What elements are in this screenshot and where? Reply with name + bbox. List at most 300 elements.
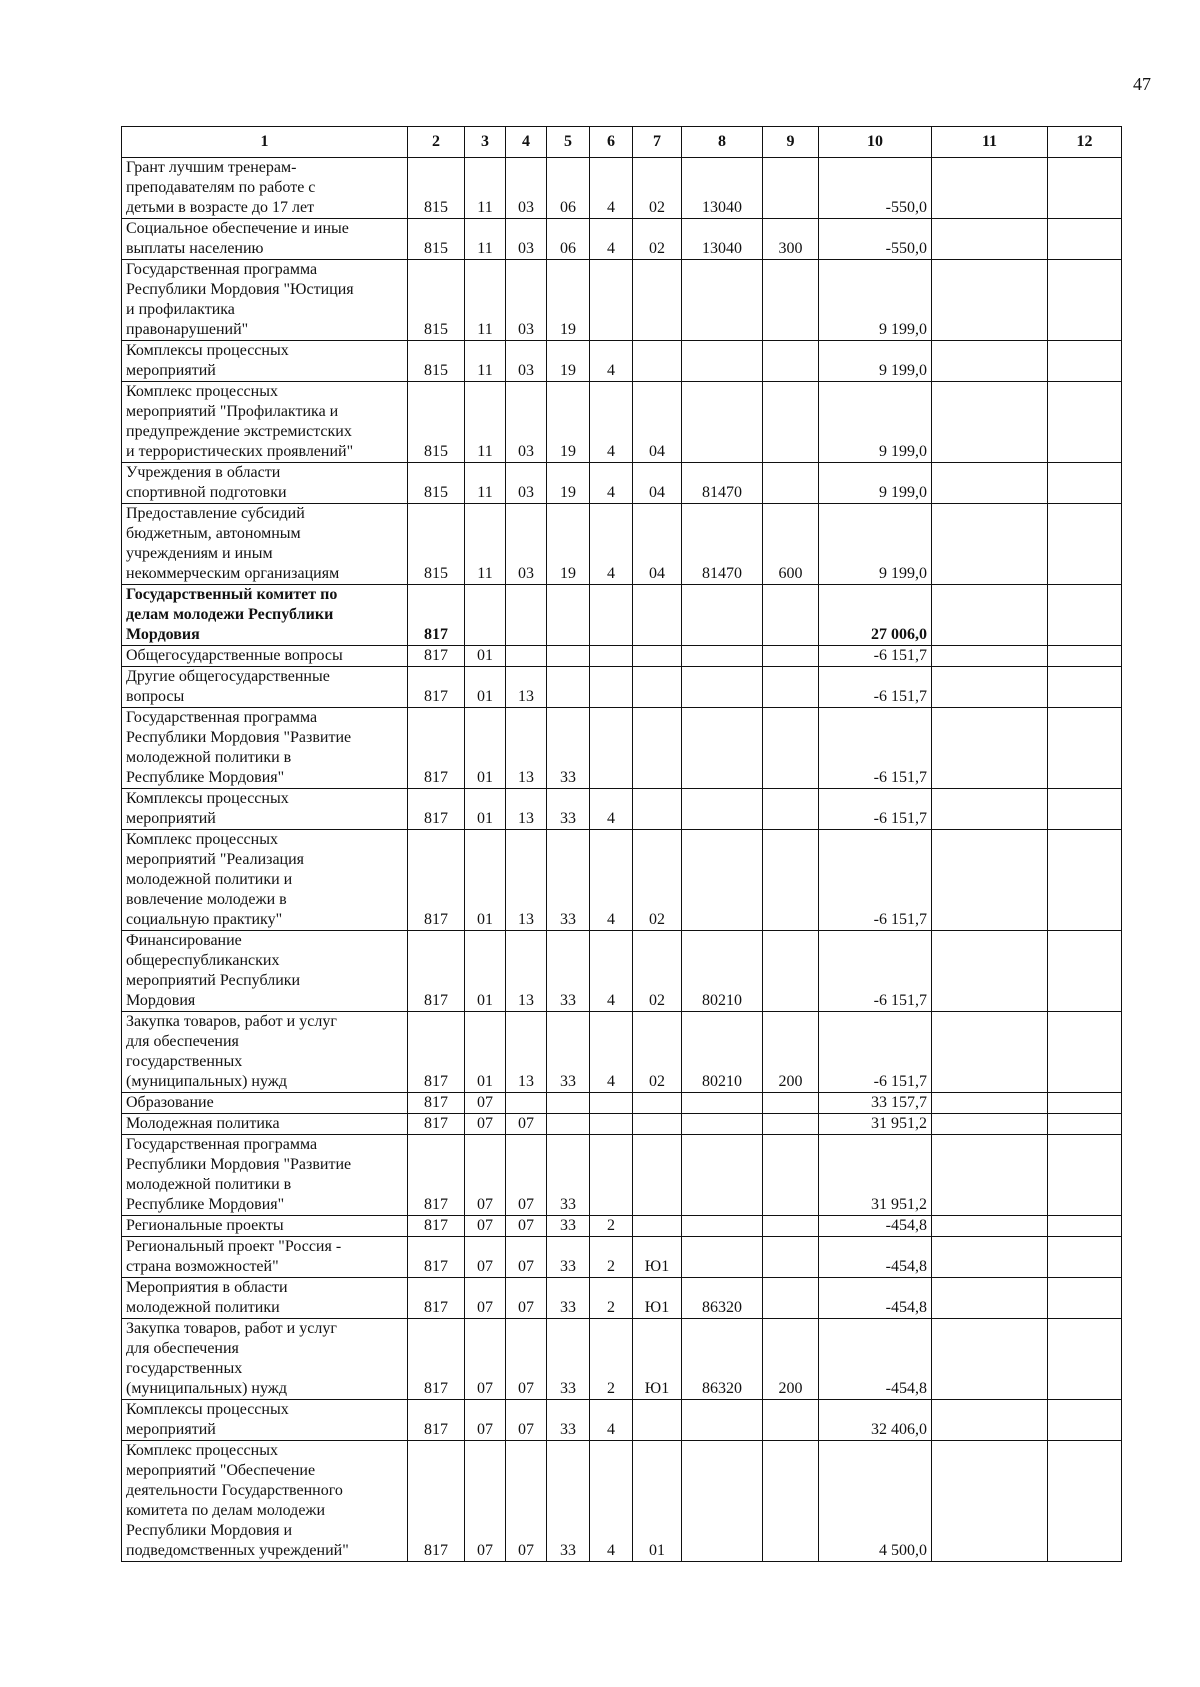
code-cell — [682, 1216, 763, 1237]
code-cell: 815 — [408, 260, 465, 341]
amount-cell — [932, 1135, 1048, 1216]
amount-cell — [1048, 1441, 1122, 1562]
amount-cell: -454,8 — [819, 1278, 932, 1319]
code-cell: 01 — [465, 789, 506, 830]
table-row — [122, 260, 1122, 341]
amount-cell — [932, 646, 1048, 667]
amount-cell — [1048, 463, 1122, 504]
code-cell: 4 — [590, 830, 633, 931]
code-cell: 2 — [590, 1278, 633, 1319]
row-name-cell: Образование — [122, 1093, 408, 1114]
code-cell — [763, 789, 819, 830]
code-cell: 07 — [506, 1441, 547, 1562]
code-cell: 04 — [633, 504, 682, 585]
code-cell — [763, 1093, 819, 1114]
code-cell: 817 — [408, 1135, 465, 1216]
code-cell: 03 — [506, 219, 547, 260]
row-name-cell: Финансирование общереспубликанских мероприятий Республики Мордовия — [122, 931, 408, 1012]
code-cell — [633, 341, 682, 382]
code-cell — [547, 1093, 590, 1114]
code-cell — [763, 708, 819, 789]
code-cell — [763, 646, 819, 667]
code-cell — [682, 1135, 763, 1216]
code-cell: 03 — [506, 260, 547, 341]
row-name-cell: Региональный проект "Россия - страна возможностей" — [122, 1237, 408, 1278]
row-name-cell: Предоставление субсидий бюджетным, автономным учреждениям и иным некоммерческим организациям — [122, 504, 408, 585]
code-cell: 07 — [506, 1400, 547, 1441]
code-cell: 11 — [465, 260, 506, 341]
amount-cell — [1048, 1135, 1122, 1216]
amount-cell — [1048, 708, 1122, 789]
code-cell — [682, 789, 763, 830]
amount-cell: -6 151,7 — [819, 789, 932, 830]
row-name-cell: Закупка товаров, работ и услуг для обеспечения государственных (муниципальных) нужд — [122, 1012, 408, 1093]
amount-cell: -454,8 — [819, 1237, 932, 1278]
code-cell: 03 — [506, 463, 547, 504]
code-cell — [763, 1135, 819, 1216]
table-row — [122, 931, 1122, 1012]
code-cell — [633, 646, 682, 667]
table-row — [122, 1400, 1122, 1441]
amount-cell — [932, 219, 1048, 260]
amount-cell — [932, 789, 1048, 830]
code-cell: 4 — [590, 382, 633, 463]
amount-cell: -6 151,7 — [819, 1012, 932, 1093]
amount-cell: 9 199,0 — [819, 504, 932, 585]
code-cell — [763, 1237, 819, 1278]
amount-cell — [932, 708, 1048, 789]
code-cell — [682, 341, 763, 382]
code-cell — [682, 646, 763, 667]
code-cell: 02 — [633, 219, 682, 260]
amount-cell — [1048, 1012, 1122, 1093]
code-cell: 817 — [408, 830, 465, 931]
amount-cell — [1048, 667, 1122, 708]
code-cell — [590, 585, 633, 646]
code-cell — [763, 1114, 819, 1135]
amount-cell — [1048, 585, 1122, 646]
code-cell — [682, 1114, 763, 1135]
column-header: 10 — [819, 127, 932, 158]
code-cell — [763, 1400, 819, 1441]
table-row — [122, 219, 1122, 260]
code-cell: 815 — [408, 341, 465, 382]
code-cell: 817 — [408, 789, 465, 830]
table-row — [122, 504, 1122, 585]
column-header: 7 — [633, 127, 682, 158]
code-cell: 07 — [465, 1237, 506, 1278]
amount-cell — [932, 382, 1048, 463]
code-cell: 4 — [590, 931, 633, 1012]
code-cell — [682, 260, 763, 341]
code-cell: 19 — [547, 504, 590, 585]
table-row — [122, 1114, 1122, 1135]
code-cell: 07 — [506, 1216, 547, 1237]
code-cell: 4 — [590, 341, 633, 382]
code-cell: 200 — [763, 1012, 819, 1093]
code-cell — [590, 1093, 633, 1114]
code-cell — [682, 1441, 763, 1562]
code-cell — [763, 1441, 819, 1562]
table-row — [122, 341, 1122, 382]
amount-cell — [932, 260, 1048, 341]
table-row — [122, 1319, 1122, 1400]
code-cell: 07 — [465, 1093, 506, 1114]
code-cell: 07 — [506, 1135, 547, 1216]
code-cell — [682, 382, 763, 463]
code-cell: 817 — [408, 1093, 465, 1114]
amount-cell — [1048, 789, 1122, 830]
code-cell: 4 — [590, 463, 633, 504]
row-name-cell: Закупка товаров, работ и услуг для обеспечения государственных (муниципальных) нужд — [122, 1319, 408, 1400]
amount-cell: 9 199,0 — [819, 463, 932, 504]
code-cell: 01 — [465, 830, 506, 931]
amount-cell — [932, 504, 1048, 585]
code-cell: 33 — [547, 708, 590, 789]
amount-cell: 27 006,0 — [819, 585, 932, 646]
code-cell — [506, 646, 547, 667]
amount-cell — [932, 1093, 1048, 1114]
code-cell: 33 — [547, 1216, 590, 1237]
amount-cell: 4 500,0 — [819, 1441, 932, 1562]
amount-cell — [1048, 504, 1122, 585]
amount-cell — [1048, 646, 1122, 667]
code-cell — [763, 260, 819, 341]
table-row — [122, 382, 1122, 463]
code-cell: 2 — [590, 1216, 633, 1237]
code-cell: 11 — [465, 382, 506, 463]
code-cell: 11 — [465, 219, 506, 260]
code-cell: 815 — [408, 463, 465, 504]
amount-cell — [932, 667, 1048, 708]
code-cell: 07 — [506, 1237, 547, 1278]
code-cell: 07 — [465, 1216, 506, 1237]
table-row — [122, 1278, 1122, 1319]
amount-cell — [1048, 260, 1122, 341]
header-row — [122, 127, 1122, 158]
code-cell: 01 — [465, 708, 506, 789]
code-cell: 11 — [465, 158, 506, 219]
column-header: 12 — [1048, 127, 1122, 158]
code-cell: 4 — [590, 1400, 633, 1441]
code-cell — [547, 585, 590, 646]
code-cell: 86320 — [682, 1319, 763, 1400]
amount-cell: 31 951,2 — [819, 1114, 932, 1135]
column-header: 5 — [547, 127, 590, 158]
code-cell: 02 — [633, 1012, 682, 1093]
code-cell: 200 — [763, 1319, 819, 1400]
row-name-cell: Региональные проекты — [122, 1216, 408, 1237]
code-cell — [682, 667, 763, 708]
table-row — [122, 1237, 1122, 1278]
row-name-cell: Государственная программа Республики Мордовия "Развитие молодежной политики в Республике Мордовия" — [122, 1135, 408, 1216]
code-cell: 01 — [465, 931, 506, 1012]
code-cell: Ю1 — [633, 1319, 682, 1400]
code-cell: 4 — [590, 504, 633, 585]
code-cell: 02 — [633, 931, 682, 1012]
column-header: 4 — [506, 127, 547, 158]
code-cell: 11 — [465, 463, 506, 504]
amount-cell — [1048, 219, 1122, 260]
amount-cell — [932, 585, 1048, 646]
code-cell: 817 — [408, 708, 465, 789]
amount-cell: 33 157,7 — [819, 1093, 932, 1114]
code-cell — [763, 931, 819, 1012]
row-name-cell: Грант лучшим тренерам- преподавателям по работе с детьми в возрасте до 17 лет — [122, 158, 408, 219]
code-cell: 11 — [465, 341, 506, 382]
code-cell — [590, 260, 633, 341]
amount-cell — [932, 1012, 1048, 1093]
code-cell: 817 — [408, 1278, 465, 1319]
code-cell: 817 — [408, 646, 465, 667]
page-number: 47 — [1133, 74, 1151, 94]
code-cell: 817 — [408, 1400, 465, 1441]
row-name-cell: Комплексы процессных мероприятий — [122, 1400, 408, 1441]
amount-cell: -454,8 — [819, 1216, 932, 1237]
code-cell: 01 — [465, 667, 506, 708]
column-header: 9 — [763, 127, 819, 158]
code-cell — [590, 1114, 633, 1135]
code-cell — [590, 667, 633, 708]
amount-cell: 32 406,0 — [819, 1400, 932, 1441]
code-cell: 817 — [408, 585, 465, 646]
code-cell — [633, 1135, 682, 1216]
code-cell — [763, 382, 819, 463]
amount-cell — [932, 1114, 1048, 1135]
code-cell: 817 — [408, 1319, 465, 1400]
amount-cell — [1048, 382, 1122, 463]
code-cell: 19 — [547, 260, 590, 341]
code-cell: 07 — [506, 1278, 547, 1319]
code-cell — [465, 585, 506, 646]
code-cell: 600 — [763, 504, 819, 585]
amount-cell — [1048, 931, 1122, 1012]
amount-cell — [932, 1278, 1048, 1319]
code-cell: 817 — [408, 1114, 465, 1135]
code-cell: 817 — [408, 667, 465, 708]
code-cell: 817 — [408, 1441, 465, 1562]
column-header: 11 — [932, 127, 1048, 158]
row-name-cell: Учреждения в области спортивной подготовки — [122, 463, 408, 504]
amount-cell: -550,0 — [819, 219, 932, 260]
code-cell: 817 — [408, 1237, 465, 1278]
code-cell: 81470 — [682, 463, 763, 504]
amount-cell: 9 199,0 — [819, 341, 932, 382]
code-cell: 13 — [506, 667, 547, 708]
code-cell — [682, 1237, 763, 1278]
code-cell: Ю1 — [633, 1278, 682, 1319]
code-cell: 13040 — [682, 158, 763, 219]
code-cell: 4 — [590, 1012, 633, 1093]
code-cell: 81470 — [682, 504, 763, 585]
row-name-cell: Другие общегосударственные вопросы — [122, 667, 408, 708]
table-row — [122, 1012, 1122, 1093]
amount-cell — [932, 931, 1048, 1012]
amount-cell — [1048, 1319, 1122, 1400]
code-cell — [763, 1216, 819, 1237]
code-cell — [763, 585, 819, 646]
code-cell: 07 — [465, 1441, 506, 1562]
code-cell: 07 — [465, 1114, 506, 1135]
table-row — [122, 667, 1122, 708]
code-cell: 04 — [633, 463, 682, 504]
code-cell — [633, 667, 682, 708]
code-cell: 33 — [547, 1237, 590, 1278]
code-cell — [763, 830, 819, 931]
amount-cell — [1048, 1400, 1122, 1441]
code-cell: 817 — [408, 1012, 465, 1093]
code-cell: 07 — [465, 1135, 506, 1216]
amount-cell — [932, 1216, 1048, 1237]
code-cell: 19 — [547, 463, 590, 504]
table-row — [122, 463, 1122, 504]
table-row — [122, 1216, 1122, 1237]
amount-cell — [932, 1441, 1048, 1562]
code-cell — [547, 1114, 590, 1135]
table-row — [122, 1441, 1122, 1562]
row-name-cell: Социальное обеспечение и иные выплаты населению — [122, 219, 408, 260]
row-name-cell: Комплекс процессных мероприятий "Профилактика и предупреждение экстремистских и террористических проявлений" — [122, 382, 408, 463]
code-cell: 33 — [547, 1012, 590, 1093]
code-cell: 07 — [465, 1319, 506, 1400]
amount-cell — [1048, 1114, 1122, 1135]
code-cell: 04 — [633, 382, 682, 463]
code-cell: 01 — [633, 1441, 682, 1562]
amount-cell: 9 199,0 — [819, 382, 932, 463]
amount-cell — [1048, 1237, 1122, 1278]
table-row — [122, 1093, 1122, 1114]
amount-cell — [932, 830, 1048, 931]
code-cell — [590, 646, 633, 667]
code-cell: 33 — [547, 830, 590, 931]
code-cell: 13 — [506, 830, 547, 931]
column-header: 1 — [122, 127, 408, 158]
amount-cell — [1048, 158, 1122, 219]
code-cell: 03 — [506, 504, 547, 585]
code-cell: 33 — [547, 1441, 590, 1562]
amount-cell — [932, 1400, 1048, 1441]
code-cell — [763, 158, 819, 219]
amount-cell — [1048, 1093, 1122, 1114]
code-cell — [633, 789, 682, 830]
table-body — [122, 158, 1122, 1562]
code-cell: 11 — [465, 504, 506, 585]
row-name-cell: Комплексы процессных мероприятий — [122, 341, 408, 382]
code-cell — [682, 1093, 763, 1114]
code-cell: Ю1 — [633, 1237, 682, 1278]
code-cell: 01 — [465, 646, 506, 667]
row-name-cell: Комплекс процессных мероприятий "Обеспечение деятельности Государственного комитета по делам молодежи Республики Мордовия и подведомственных учреждений" — [122, 1441, 408, 1562]
row-name-cell: Мероприятия в области молодежной политики — [122, 1278, 408, 1319]
code-cell — [633, 708, 682, 789]
amount-cell: -6 151,7 — [819, 646, 932, 667]
code-cell: 01 — [465, 1012, 506, 1093]
code-cell: 4 — [590, 158, 633, 219]
amount-cell — [932, 1237, 1048, 1278]
code-cell: 19 — [547, 382, 590, 463]
code-cell — [682, 1400, 763, 1441]
column-header: 8 — [682, 127, 763, 158]
amount-cell — [932, 341, 1048, 382]
code-cell — [547, 646, 590, 667]
table-row — [122, 158, 1122, 219]
amount-cell — [932, 158, 1048, 219]
code-cell: 33 — [547, 789, 590, 830]
code-cell — [763, 667, 819, 708]
amount-cell: -6 151,7 — [819, 667, 932, 708]
row-name-cell: Молодежная политика — [122, 1114, 408, 1135]
amount-cell: -6 151,7 — [819, 931, 932, 1012]
row-name-cell: Общегосударственные вопросы — [122, 646, 408, 667]
code-cell: 06 — [547, 158, 590, 219]
row-name-cell: Государственная программа Республики Мордовия "Юстиция и профилактика правонарушений" — [122, 260, 408, 341]
code-cell: 815 — [408, 382, 465, 463]
code-cell — [682, 830, 763, 931]
code-cell: 02 — [633, 830, 682, 931]
row-name-cell: Комплекс процессных мероприятий "Реализация молодежной политики и вовлечение молодежи в социальную практику" — [122, 830, 408, 931]
code-cell: 33 — [547, 1319, 590, 1400]
amount-cell — [1048, 341, 1122, 382]
amount-cell: -6 151,7 — [819, 830, 932, 931]
code-cell: 13 — [506, 931, 547, 1012]
code-cell: 86320 — [682, 1278, 763, 1319]
code-cell — [633, 1216, 682, 1237]
code-cell: 2 — [590, 1237, 633, 1278]
code-cell: 33 — [547, 1278, 590, 1319]
amount-cell: 31 951,2 — [819, 1135, 932, 1216]
code-cell — [590, 1135, 633, 1216]
code-cell — [633, 1114, 682, 1135]
amount-cell — [1048, 1216, 1122, 1237]
table-row — [122, 789, 1122, 830]
code-cell: 13 — [506, 708, 547, 789]
code-cell — [547, 667, 590, 708]
code-cell: 817 — [408, 931, 465, 1012]
row-name-cell: Государственный комитет по делам молодежи Республики Мордовия — [122, 585, 408, 646]
code-cell: 19 — [547, 341, 590, 382]
amount-cell — [1048, 830, 1122, 931]
code-cell: 4 — [590, 219, 633, 260]
amount-cell: 9 199,0 — [819, 260, 932, 341]
code-cell: 4 — [590, 1441, 633, 1562]
code-cell — [763, 1278, 819, 1319]
code-cell: 03 — [506, 158, 547, 219]
table-row — [122, 585, 1122, 646]
code-cell — [506, 585, 547, 646]
amount-cell: -550,0 — [819, 158, 932, 219]
amount-cell: -454,8 — [819, 1319, 932, 1400]
code-cell: 33 — [547, 1135, 590, 1216]
table-row — [122, 646, 1122, 667]
amount-cell — [1048, 1278, 1122, 1319]
table-row — [122, 830, 1122, 931]
code-cell: 2 — [590, 1319, 633, 1400]
code-cell: 4 — [590, 789, 633, 830]
code-cell — [506, 1093, 547, 1114]
code-cell: 13 — [506, 789, 547, 830]
amount-cell — [932, 1319, 1048, 1400]
code-cell — [763, 341, 819, 382]
code-cell — [633, 260, 682, 341]
code-cell: 07 — [506, 1319, 547, 1400]
code-cell — [633, 585, 682, 646]
code-cell — [633, 1093, 682, 1114]
table-row — [122, 1135, 1122, 1216]
code-cell: 815 — [408, 158, 465, 219]
code-cell — [590, 708, 633, 789]
code-cell — [682, 708, 763, 789]
amount-cell — [932, 463, 1048, 504]
